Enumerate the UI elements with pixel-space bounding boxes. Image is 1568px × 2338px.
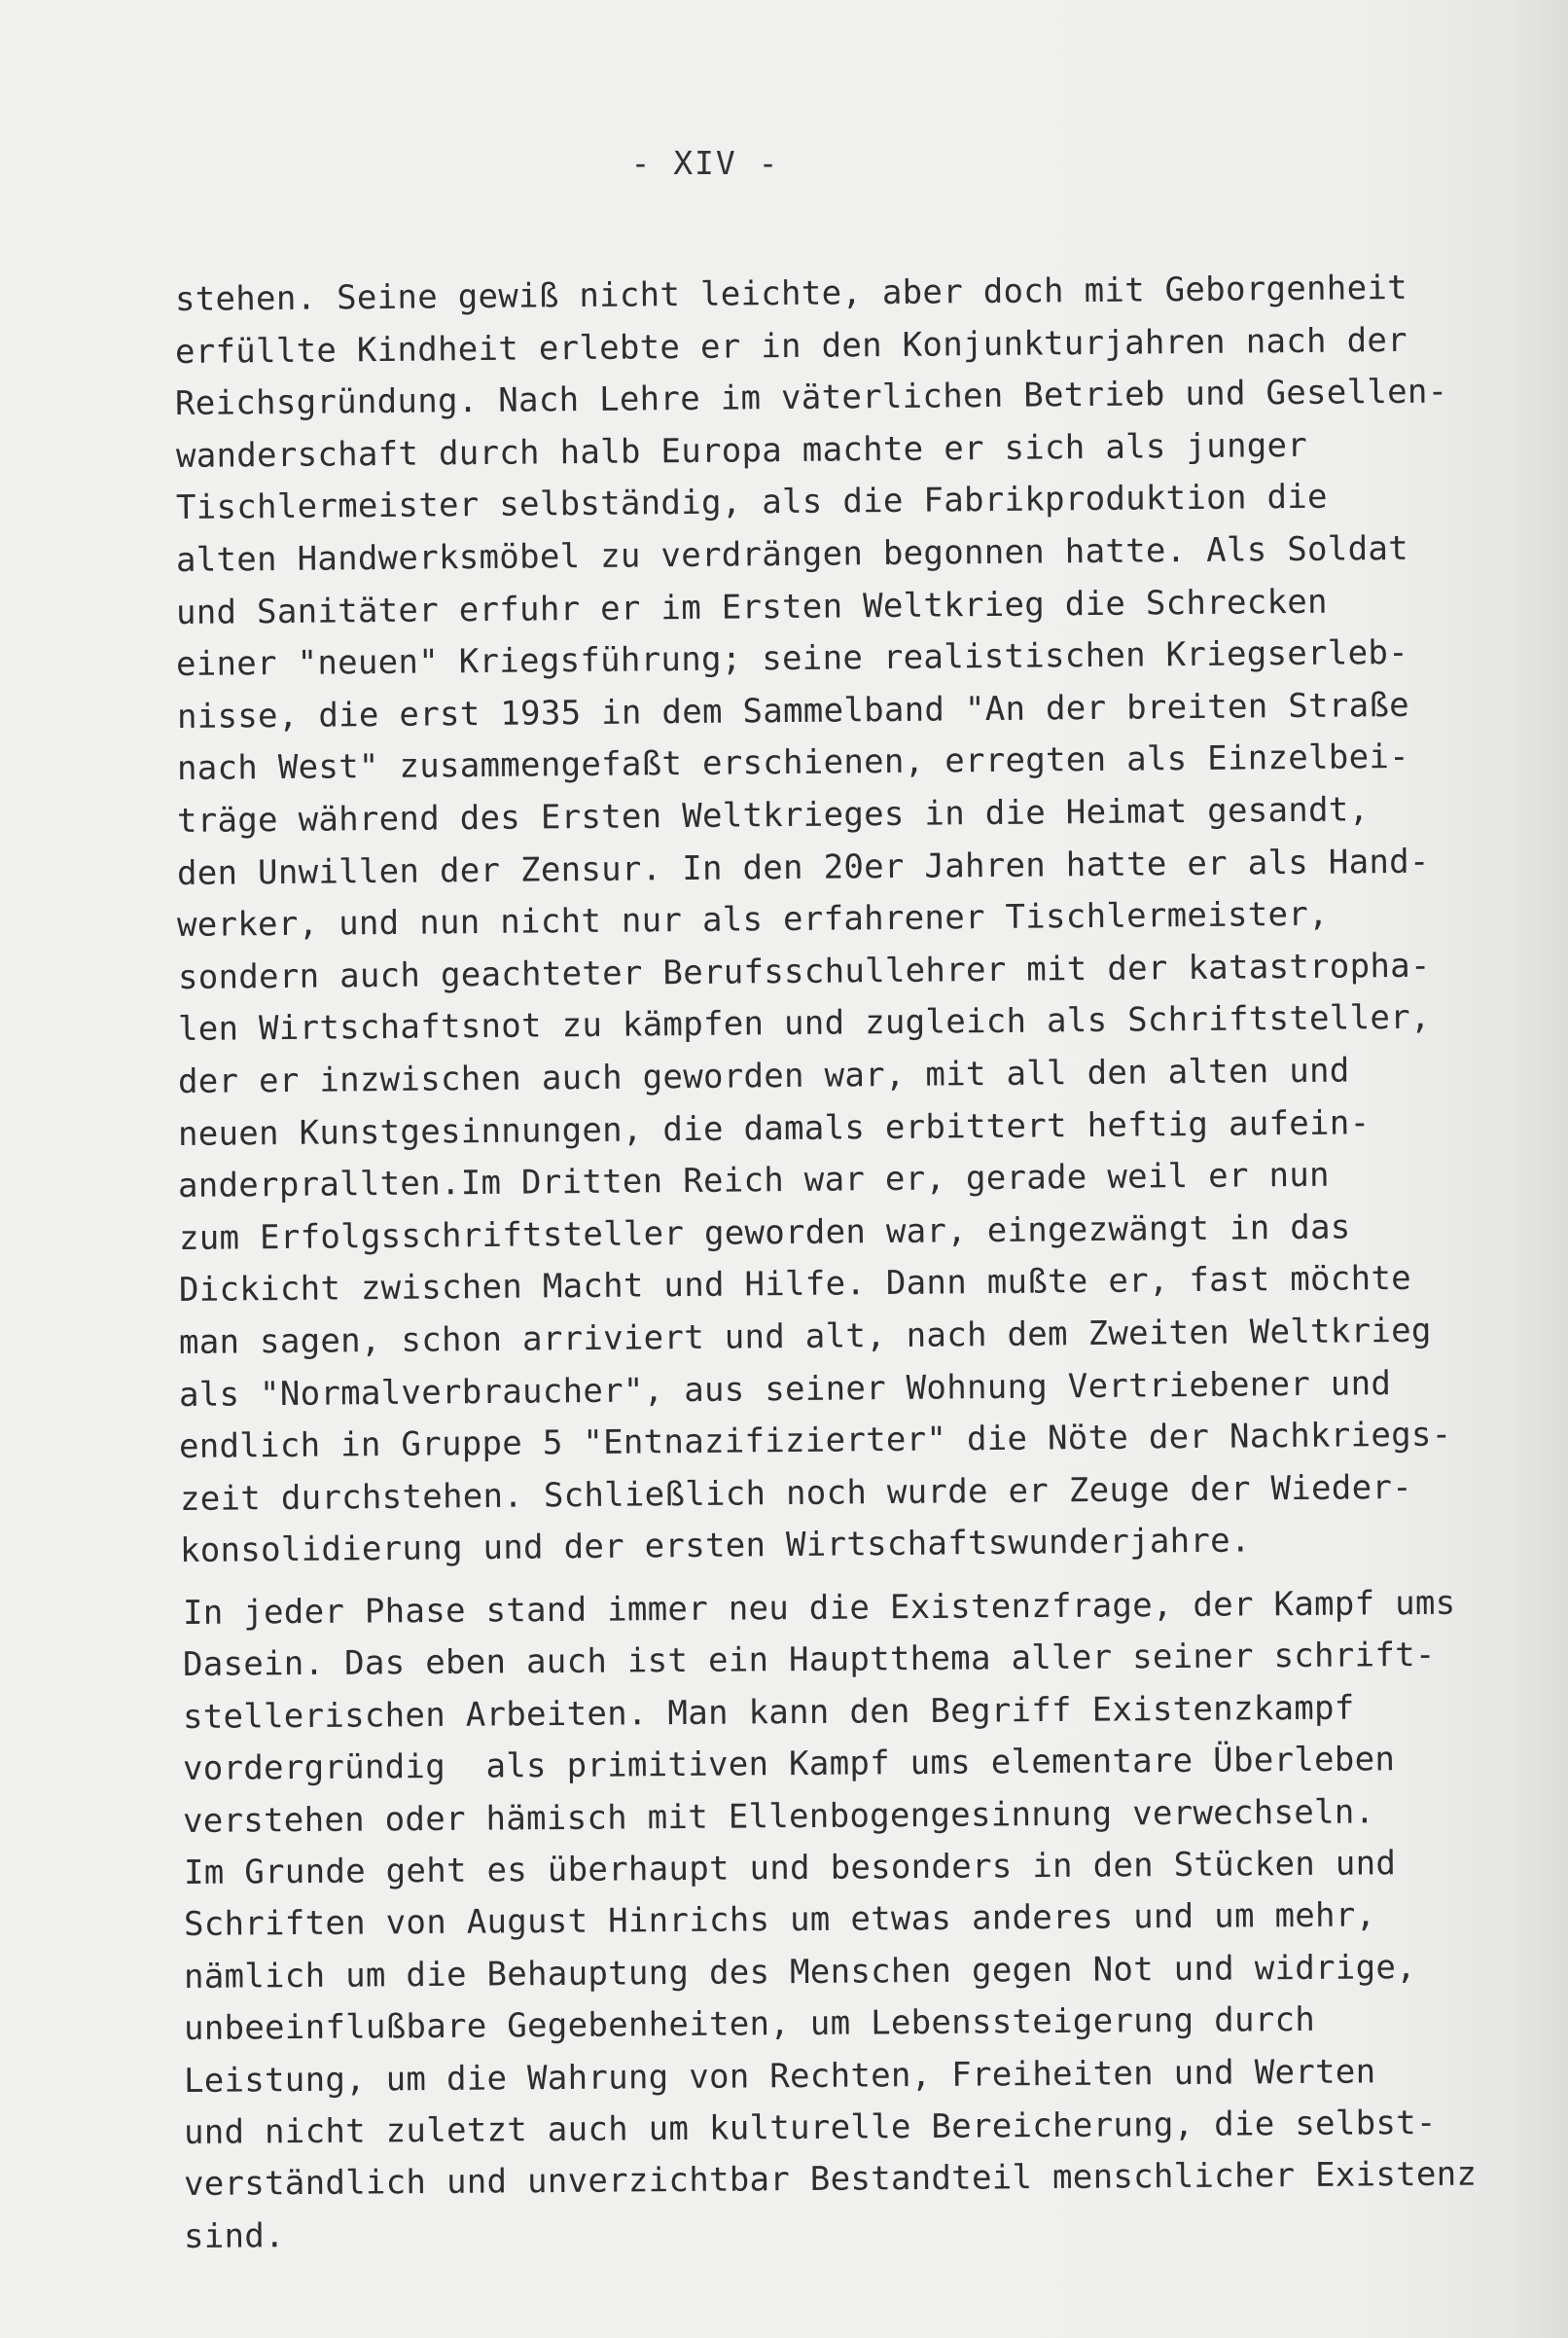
text-line: wanderschaft durch halb Europa machte er sich als junger — [175, 425, 1307, 476]
text-line: verständlich und unverzichtbar Bestandteil menschlicher Existenz — [183, 2154, 1478, 2205]
text-line: unbeeinflußbare Gegebenheiten, um Lebenssteigerung durch — [183, 2000, 1316, 2049]
text-line: stellerischen Arbeiten. Man kann den Begriff Existenzkampf — [183, 1688, 1355, 1737]
text-line: vordergründig als primitiven Kampf ums elementare Überleben — [183, 1740, 1396, 1789]
text-line: stehen. Seine gewiß nicht leichte, aber doch mit Geborgenheit — [174, 268, 1408, 319]
text-line: Dickicht zwischen Macht und Hilfe. Dann mußte er, fast möchte — [178, 1259, 1411, 1311]
text-line: nach West" zusammengefaßt erschienen, erregten als Einzelbei- — [176, 737, 1409, 789]
text-line: In jeder Phase stand immer neu die Existenzfrage, der Kampf ums — [182, 1583, 1456, 1633]
text-line: zum Erfolgsschriftsteller geworden war, eingezwängt in das — [178, 1207, 1351, 1258]
text-line: werker, und nun nicht nur als erfahrener Tischlermeister, — [177, 894, 1330, 946]
text-line: Schriften von August Hinrichs um etwas anderes und um mehr, — [183, 1895, 1376, 1945]
text-line: sondern auch geachteter Berufsschullehrer mit der katastropha- — [177, 946, 1431, 997]
text-line: man sagen, schon arriviert und alt, nach dem Zweiten Weltkrieg — [178, 1311, 1432, 1362]
text-line: Im Grunde geht es überhaupt und besonders in den Stücken und — [183, 1844, 1396, 1892]
text-line: träge während des Ersten Weltkrieges in die Heimat gesandt, — [176, 790, 1370, 841]
text-line: sind. — [184, 2215, 286, 2256]
text-line: anderprallten.Im Dritten Reich war er, gerade weil er nun — [178, 1155, 1331, 1206]
text-line: len Wirtschaftsnot zu kämpfen und zugleich als Schriftsteller, — [177, 998, 1431, 1050]
text-line: den Unwillen der Zensur. In den 20er Jahren hatte er als Hand- — [176, 842, 1431, 893]
text-line: alten Handwerksmöbel zu verdrängen begonnen hatte. Als Soldat — [175, 528, 1409, 580]
page-number: - XIV - — [630, 144, 780, 182]
text-line: nisse, die erst 1935 in dem Sammelband "An der breiten Straße — [176, 685, 1409, 737]
text-line: Reichsgründung. Nach Lehre im väterlichen Betrieb und Gesellen- — [175, 372, 1449, 424]
text-line: nämlich um die Behauptung des Menschen gegen Not und widrige, — [183, 1947, 1416, 1996]
text-line: und Sanitäter erfuhr er im Ersten Weltkrieg die Schrecken — [175, 582, 1329, 632]
text-line: endlich in Gruppe 5 "Entnazifizierter" die Nöte der Nachkriegs- — [179, 1415, 1453, 1467]
text-line: erfüllte Kindheit erlebte er in den Konjunkturjahren nach der — [174, 320, 1408, 372]
text-line: verstehen oder hämisch mit Ellenbogengesinnung verwechseln. — [183, 1791, 1375, 1841]
text-line: und nicht zuletzt auch um kulturelle Bereicherung, die selbst- — [183, 2103, 1437, 2152]
text-line: einer "neuen" Kriegsführung; seine realistischen Kriegserleb- — [176, 633, 1409, 685]
text-line: zeit durchstehen. Schließlich noch wurde er Zeuge der Wieder- — [179, 1467, 1412, 1519]
text-line: Leistung, um die Wahrung von Rechten, Freiheiten und Werten — [183, 2051, 1376, 2101]
text-line: Dasein. Das eben auch ist ein Hauptthema aller seiner schrift- — [182, 1636, 1436, 1685]
text-line: konsolidierung und der ersten Wirtschaftswunderjahre. — [179, 1521, 1251, 1571]
text-line: neuen Kunstgesinnungen, die damals erbittert heftig aufein- — [177, 1102, 1371, 1154]
text-line: Tischlermeister selbständig, als die Fabrikproduktion die — [175, 478, 1328, 528]
text-line: als "Normalverbraucher", aus seiner Wohnung Vertriebener und — [178, 1363, 1392, 1415]
text-line: der er inzwischen auch geworden war, mit all den alten und — [177, 1051, 1350, 1101]
